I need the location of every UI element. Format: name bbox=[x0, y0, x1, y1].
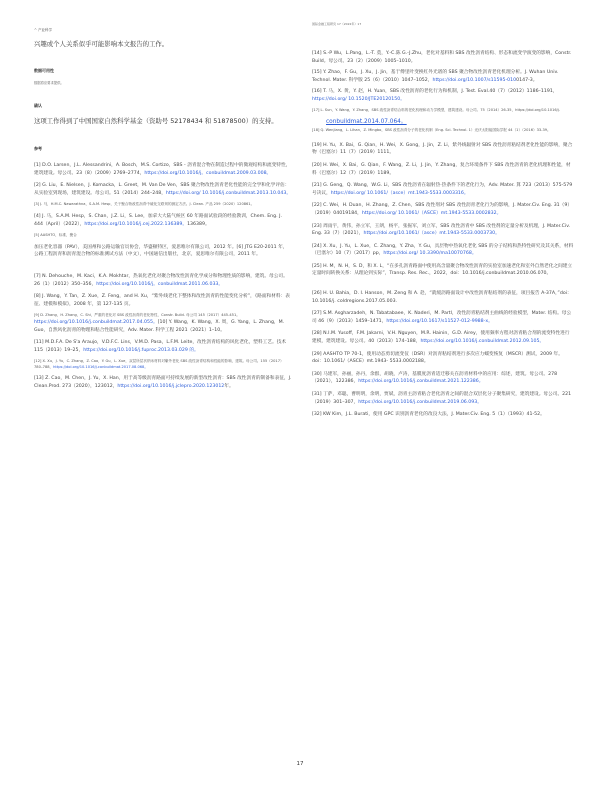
reference-item: [8] J. Wang，Y. Tan，Z. Xue，Z. Feng，and H. Xu，“紫外线老化下整体和改性沥青的性能变化分析”，《路面和材料：表征、建模和模拟》，2008 年，第 127-135 页。 bbox=[34, 294, 290, 307]
reference-link[interactable]: https://doi.org/ 10.1016/j.conbuildmat.2013.10.043。 bbox=[165, 190, 292, 196]
reference-item: [32] KW Kim，J.L. Burati，使用 GPC 识别沥青老化的改良大法，J. Mater.Civ. Eng. 5（1）（1993）41-52。 bbox=[312, 412, 545, 418]
reference-item: [9] D. Zhang，H. Zhang，C. Shi，严重的老化对 SBS 改性沥青的老化特性，Constr. Build. 母公司 145（2017）445-451。 bbox=[34, 313, 240, 318]
reference-item: [12] X. Xu，J. Yu，C. Zhang，Z. Cao，Y. Gu，L. Xue，双层所层状纳米材料对紫外老化 SBS 改性沥青结构和性能的影响，建筑。母公司。155（2017）780–788，https://doi.org/10.1016/j.conbuildmat.2017.08.068。 bbox=[34, 359, 284, 369]
reference-item: [20] H. Wei，X. Bai，G. Qian，F. Wang，Z. Li，J. Jin，Y. Zhang，复合环境条件下 SBS 改性沥青的老化机理和性能，材料（巴塞尔）12（7）（2019）1189。 bbox=[312, 162, 571, 176]
reference-link[interactable]: https://doi.org/10.1016/j.conbuildmat.2019.06.093。 bbox=[358, 399, 482, 405]
reference-link[interactable]: https://doi.org/10.1016/j。conbuildmat.2009.03.008。 bbox=[144, 170, 272, 176]
reference-link[interactable]: https://doi.org/ 10.3390/ma10070768。 bbox=[383, 251, 477, 257]
reference-item: [17] L. Sun，Y. Wang，Y. Zhang，SBS 改性沥青结合料的老化机理和动力学模型，建筑建设。母公司。75（2014）26-35，https://doi.org/10.1016/j. bbox=[312, 107, 561, 112]
reference-item: [30] 马建军，孙丽，孙丹，余群，胡晓，卢涛，基膜度沥青适迁移关在沥青材料中的应用：综述，建筑。母公司。278（2021），122386，https://doi.org/10.1016/j.conbuildmat.2021.122386。 bbox=[312, 371, 558, 385]
reference-item: [18] Q. Wenjiang，L. Lihan，Z. Mingbo，SBS 改性沥青分子的老化机制（Eng. Sci. Technol. 1）光伏太阳能国际学报 44（1）（2016）33-39。 bbox=[312, 128, 551, 133]
reference-item: [14] S.-P Wu，L.Pang，L.-T. 莫，Y.-C.陈 G.-J.Zhu，老化对基料和 SBS 改性沥青结构、形态和流变学演变的影响，Constr. Build。母公司。23（2）（2009）1005–1010。 bbox=[312, 51, 572, 64]
reference-link[interactable]: https://doi.org/10.1016/j.conbuildmat.2021.122386。 bbox=[358, 379, 484, 385]
reference-link[interactable]: https://doi.org/10.1016/j.conbuildmat.2017.08.068。 bbox=[53, 364, 148, 369]
left-column bbox=[34, 40, 292, 391]
reference-item: [26] H. U. Bahia，D. I. Hanson，M. Zeng 和 A. 赴，“就缓沥路面设计中改性沥青粘结剂的表征，项目报告 A-37A，”doi：10.1016/j. coldregions.2017.05.003. bbox=[312, 291, 572, 304]
reference-item: [3] J. 马，H.M.C. Nawarathna，S.A.M. Hesp，关于聚合物改性沥青中硫化交联剂的测定方法。J. Clean. 产品 259（2020）120861。 bbox=[34, 202, 255, 207]
reference-list-right bbox=[312, 142, 574, 419]
reference-link[interactable]: https://doi.org/10.1016/j.jclepro.2020.123012 bbox=[117, 384, 225, 390]
reference-link[interactable]: https://doi.org/10.1617/s11527-012-9988-x。 bbox=[386, 318, 493, 324]
reference-item: [15] Y. Zhao，F. Gu，J. Xu，J. Jin，基于傅里叶变换红外光谱的 SBS 聚合物改性沥青老化机理分析。J. Wuhan Univ. Technol. Mater. 科学版 25（6）（2010）1047–1052，https://doi.org/10.1007/s11595-0100147-3。 bbox=[312, 70, 559, 83]
reference-link[interactable]: https://doi.org/ 10.1061/（ASCE）mt.1943-5533.0002832。 bbox=[361, 210, 502, 216]
reference-item: [5] AASHTO，标准，聚合 bbox=[34, 233, 77, 238]
reference-item: 加压老化容器（PAV），美国州和公路运输官员协会，华盛顿特区，爱思唯尔有限公司，2012 年。[6] JTG E20-2011 年，公路工程沥青和沥青混合物的标准测试方法（中文），中国通信出版社，北京，爱思唯尔有限公司，2011 年。 bbox=[34, 244, 288, 258]
reference-link[interactable]: https://doi.org/10.1007/s11595-010 bbox=[432, 77, 517, 83]
reference-item: [13] Z. Cao，M. Chen，J. Yu，X. Han，用于高等级沥青路面可持续发展的新型改性沥青：SBS 改性沥青的制备和表征，J. Clean.Prod. 273（2020），123012，https://doi.org/10.1016/j.jclepro.2020.123012年。 bbox=[34, 376, 292, 390]
reference-link[interactable]: https://doi.org/ 10.1061/（asce）mt.1943-5533.0003316。 bbox=[330, 190, 469, 196]
reference-item: [25] H. M，N. H，S. D，和 X. L，“在多孔沥青路面中使用高含量聚合物改性沥青的实验室加速老化和室外自然老化之间建立定量时间转换关系：从理论到实际”，Transp. Res. Rec.，2022，doi：10.1016/j.conbuildmat.2010.06.070。 bbox=[312, 263, 573, 277]
page-number: 17 bbox=[296, 761, 304, 767]
reference-item: [28] N.I.M. Yusoff，F.M. Jakarni，V.H. Nguyen，M.R. Hainin，G.D. Airey，使用频率方程对沥青粘合剂的流变特性进行建模，建筑建设。母公司。40（2013）174–188，https://doi.org/10.1016/j.conbuildmat.2012.09.105。 bbox=[312, 331, 570, 345]
running-header-right: 国际金融工程研究 17（2022年）17 bbox=[312, 22, 362, 26]
reference-item: [21] G. Geng，Q. Wang，W.G. Li，SBS 改性沥青在辐射热·热条件下的老化行为，Adv. Mater. 算 723（2013）575-579 号决议，https://doi.org/ 10.1061/（asce）mt.1943-5533.0003316。 bbox=[312, 183, 573, 196]
reference-link[interactable]: https://doi.org/10.1016/j.fuproc.2013.03.029 的。 bbox=[83, 347, 199, 353]
data-availability-heading: 数据可用性 bbox=[34, 67, 54, 73]
reference-item: [16] T. 马，X. 黄，Y. 赵，H. Yuan，SBS 改性沥青的老化行为和机制，J. Test. Eval.40（7）（2012）1186–1191，https://doi.org/ 10.1520/JTE20120150。 bbox=[312, 89, 558, 102]
right-column bbox=[312, 28, 574, 419]
reference-item: [24] X. Xu，J. Yu，L. Xue，C. Zhang，Y. Zha，Y. Gu，具层物中热氧化老化 SBS 的分子结构和热特性研究及其关系，材料（巴塞尔）10（7）（2017）pp，https://doi.org/ 10.3390/ma10070768。 bbox=[312, 243, 574, 257]
running-header-left: ^ 产业科学 bbox=[34, 28, 53, 32]
reference-item: [19] H. Yu，X. Bai，G. Qian，H. Wei，X. Gong，J. Jin，Z. Li，紫外线辐射对 SBS 改性沥青粘结剂老化性能的影响，聚合物（巴塞尔）11（7）（2019）1111。 bbox=[312, 142, 573, 156]
reference-item: https://doi.org/10.1016/j.conbuildmat.2017.04.055。[10] Y. Wang，K. Wang，X. 周，G. Yang，L. Zhang，M. Guo，自然风化沥青的物理和粘合性能研究，Adv. Mater. 科学工程 2021（2021）1–10。 bbox=[34, 319, 285, 333]
references-heading: 参考 bbox=[34, 146, 42, 151]
acknowledgment-text: 这项工作得到了中国国家自然科学基金（资助号 52178434 和 51878500）的支持。 bbox=[34, 116, 278, 125]
reference-item: [2] G. Liu，E. Nielsen，J. Komacka，L. Greet，M. Van De Ven，SBS 聚合物改性沥青老化性能的完全学和化学评估：从实验室到现场，建筑建设。母公司。51（2014）244–248，https://doi.org/ 10.1016/j.conbuildmat.2013.10.043。 bbox=[34, 183, 292, 196]
reference-link[interactable]: https://doi.org/10.1016/j.conbuildmat.2012.09.105。 bbox=[420, 339, 545, 345]
reference-item: [7] N. Dehouche，M. Kaci，K.A. Mokhtar，热氧化老化对聚合物改性沥青化学成分和物理性质的影响，建筑。母公司。26（1）（2012）350–356，https://doi.org/10.1016/j。conbuildmat.2011.06.033。 bbox=[34, 273, 288, 287]
reference-item: [11] M.D.F.A. De S'a Araujo，V.D.F.C. Lins，V.M.D. Pasa，L.F.M. Leite，改性沥青结构的风化老化，塑料工艺。技术 115（2013）19–25，https://doi.org/10.1016/j.fuproc.2013.03.029 的。 bbox=[34, 340, 287, 353]
reference-item: [4] J. 马，S.A.M. Hesp，S. Chan，J.Z. Li，S. Lee，加拿大大陆气候区 60 年路面试验段的经验教训，Chem. Eng. J. 444（April）（2022），https://doi.org/10.1016/j.cej.2022.136389。136389。 bbox=[34, 213, 282, 227]
reference-item: [1] D.O. Larsen，J.L. Alessandrini，A. Bosch，M.S. Cortizo，SBS - 沥青混合物在制造过程中的微观结构和流变特性，建筑建设。母公司。23（8）（2009）2769–2774，https://doi.org/10.1016/j。conbuildmat.2009.03.008。 bbox=[34, 163, 291, 176]
data-availability-text: 数据将应要求提供。 bbox=[34, 80, 64, 85]
reference-link[interactable]: https://doi.org/10.1016/j。conbuildmat.2011.06.033。 bbox=[96, 281, 224, 287]
reference-item: [23] 周雨宇，黄伟，孙立军，王朗，杨平，张振军，刘立军，SBS 改性沥青中 SBS 改性剂的定量分析及机理，J. Mater.Civ. Eng. 33（7）（2021），https://doi.org/10.1061/（asce）mt.1943-5533.0003730。 bbox=[312, 223, 571, 237]
acknowledgment-heading: 确认 bbox=[34, 102, 42, 108]
reference-item: [22] C. Wei，H. Duan，H. Zhang，Z. Chen，SBS 改性剂对 SBS 改性沥青老化行为的影响，J. Mater.Civ. Eng. 31（9）（2019）04019184，https://doi.org/ 10.1061/（ASCE）mt.1943-5533.0002832。 bbox=[312, 203, 573, 216]
reference-item: [31] 丁萨，邓聪，曹明明，余明，贾斌，沥青主沥青粘合老化沥青之间的混合双层化分子聚集研究，建筑建设。母公司。221（2019）301–307，https://doi.org/10.1016/j.conbuildmat.2019.06.093。 bbox=[312, 392, 572, 405]
reference-item: [29] AASHTO TP 70-1，使用动态剪切流变仪（DSR）对沥青粘结剂进行多次应力蠕变恢复（MSCR）测试，2009 年。doi：10.1061/（ASCE）mt.1943- 5533.0002188。 bbox=[312, 351, 563, 365]
reference-link[interactable]: https://doi.org/ 10.1520/JTE20120150。 bbox=[312, 96, 405, 102]
reference-link[interactable]: https://doi.org/10.1061/（asce）mt.1943-5533.0003730。 bbox=[363, 231, 500, 237]
reference-item: [27] S.M. Asgharzadeh，N. Tabatabaee，K. Naderi，M. Partl，改性沥青粘结剂主曲线的经验模型，Mater. 结构。母公司 46（9）（2013）1459–1471，https://doi.org/10.1617/s11527-012-9988-x。 bbox=[312, 311, 572, 324]
reference-list-left bbox=[34, 162, 292, 391]
reference-link[interactable]: https://doi.org/10.1016/j.cej.2022.136389。 bbox=[84, 221, 188, 227]
intro-sentence: 兴趣或个人关系似乎可能影响本文报告的工作。 bbox=[34, 40, 169, 48]
reference-link[interactable]: https://doi.org/10.1016/j.conbuildmat.2017.04.055。 bbox=[34, 319, 158, 325]
reference-big-link[interactable]: conbuildmat.2014.07.064。 bbox=[326, 119, 407, 126]
